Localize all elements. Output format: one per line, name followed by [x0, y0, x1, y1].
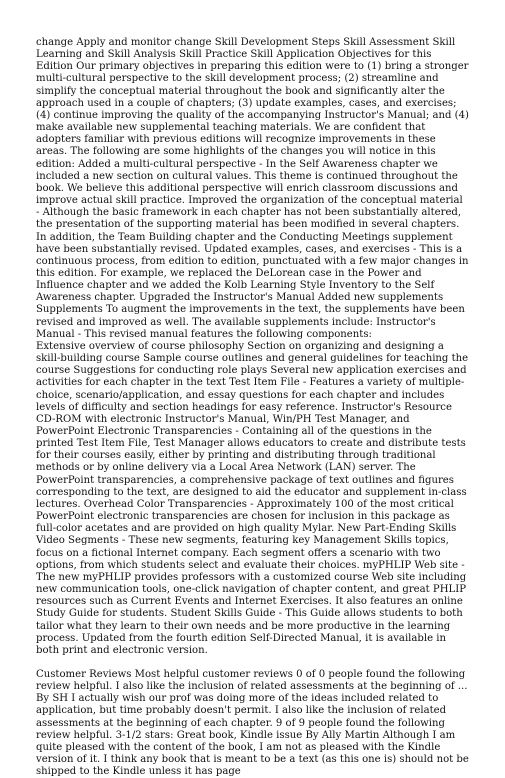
document-body [36, 37, 469, 778]
intro-paragraph: change Apply and monitor change Skill Development Steps Skill Assessment Skill Learning and Skill Analysis Skill Practice Skill Application Objectives for this Edition Our primary objectives in preparing this edition were to (1) bring a stronger multi-cultural perspective to the skill development process; (2) streamline and simplify the conceptual material throughout the book and significantly alter the approach used in a couple of chapters; (3) update examples, cases, and exercises; (4) continue improving the quality of the accompanying Instructor's Manual; and (4) make available new supplemental teaching materials. We are confident that adopters familiar with previous editions will recognize improvements in these areas. The following are some highlights of the changes you will notice in this edition: Added a multi-cultural perspective - In the Self Awareness chapter we included a new section on cultural values. This theme is continued throughout the book. We believe this additional perspective will enrich classroom discussions and improve actual skill practice. Improved the organization of the conceptual material - Although the basic framework in each chapter has not been substantially altered, the presentation of the supporting material has been modified in several chapters. In addition, the Team Building chapter and the Conducting Meetings supplement have been substantially revised. Updated examples, cases, and exercises - This is a continuous process, from edition to edition, punctuated with a few major changes in this edition. For example, we replaced the DeLorean case in the Power and Influence chapter and we added the Kolb Learning Style Inventory to the Self Awareness chapter. Upgraded the Instructor's Manual Added new supplements Supplements To augment the improvements in the text, the supplements have been revised and improved as well. The available supplements include: Instructor's Manual - This revised manual features the following components: [36, 37, 469, 340]
paragraph-spacer [36, 657, 469, 669]
supplements-paragraph: Extensive overview of course philosophy Section on organizing and designing a skill-building course Sample course outlines and general guidelines for teaching the course Suggestions for conducting role plays Several new application exercises and activities for each chapter in the text Test Item File - Features a variety of multiple-choice, scenario/application, and essay questions for each chapter and includes levels of difficulty and section headings for easy reference. Instructor's Resource CD-ROM with electronic Instructor's Manual, Win/PH Test Manager, and PowerPoint Electronic Transparencies - Containing all of the questions in the printed Test Item File, Test Manager allows educators to create and distribute tests for their courses easily, either by printing and distributing through traditional methods or by online delivery via a Local Area Network (LAN) server. The PowerPoint transparencies, a comprehensive package of text outlines and figures corresponding to the text, are designed to aid the educator and supplement in-class lectures. Overhead Color Transparencies - Approximately 100 of the most critical PowerPoint electronic transparencies are chosen for inclusion in this package as full-color acetates and are provided on high quality Mylar. New Part-Ending Skills Video Segments - These new segments, featuring key Management Skills topics, focus on a fictional Internet company. Each segment offers a scenario with two options, from which students select and evaluate their choices. myPHLIP Web site - The new myPHLIP provides professors with a customized course Web site including new communication tools, one-click navigation of chapter content, and great PHLIP resources such as Current Events and Internet Exercises. It also features an online Study Guide for students. Student Skills Guide - This Guide allows students to both tailor what they learn to their own needs and be more productive in the learning process. Updated from the fourth edition Self-Directed Manual, it is available in both print and electronic version. [36, 340, 469, 656]
customer-reviews-paragraph: Customer Reviews Most helpful customer reviews 0 of 0 people found the following review helpful. I also like the inclusion of related assessments at the beginning of ... By SH I actually wish our prof was doing more of the ideas included related to application, but time probably doesn't permit. I also like the inclusion of related assessments at the beginning of each chapter. 9 of 9 people found the following review helpful. 3-1/2 stars: Great book, Kindle issue By Ally Martin Although I am quite pleased with the content of the book, I am not as pleased with the Kindle version of it. I think any book that is meant to be a text (as this one is) should not be shipped to the Kindle unless it has page [36, 668, 469, 778]
